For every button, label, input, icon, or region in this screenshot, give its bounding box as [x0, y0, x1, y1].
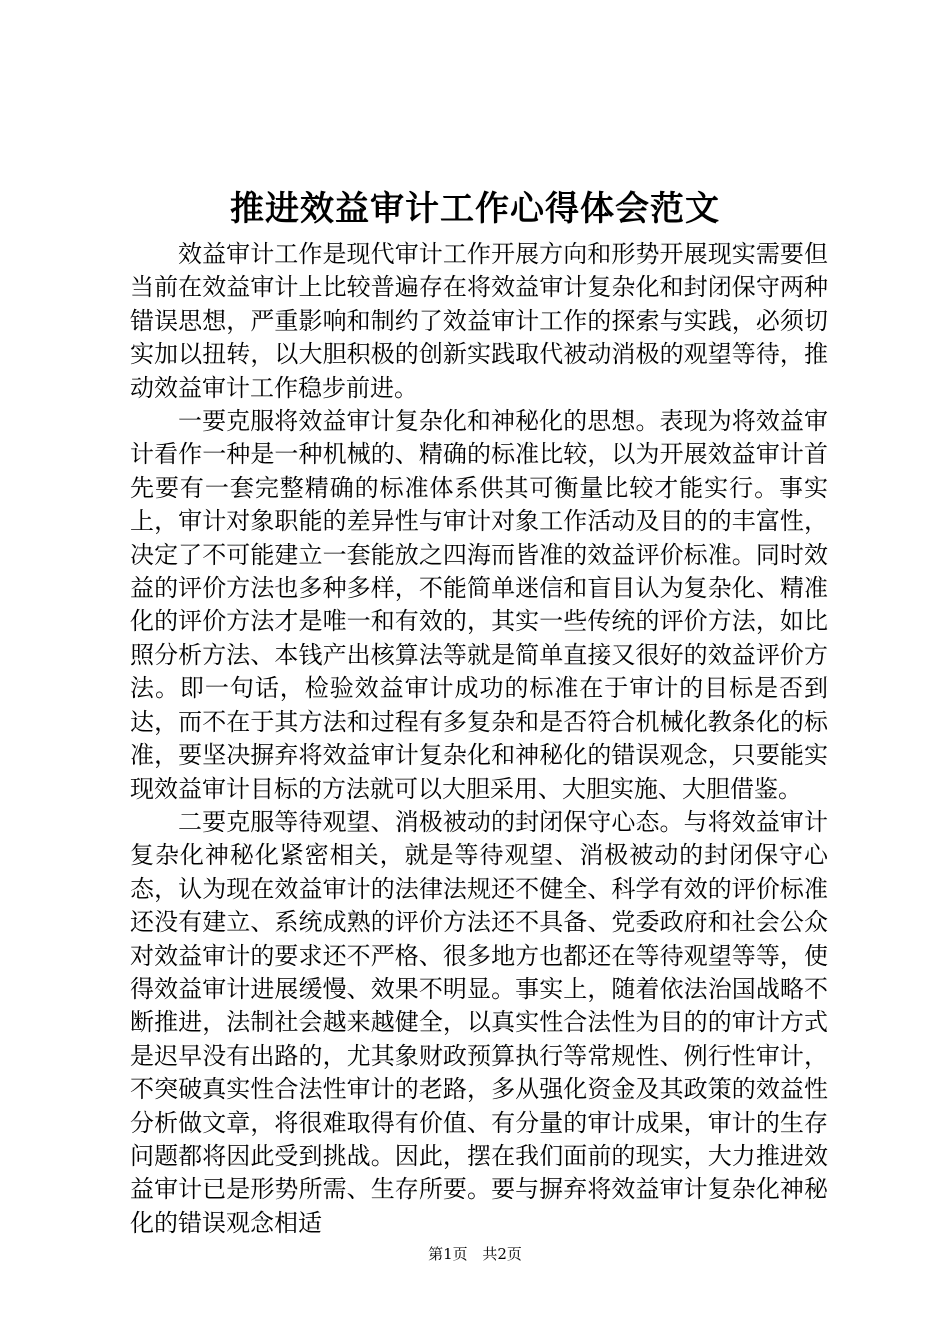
paragraph-point-two: 二要克服等待观望、消极被动的封闭保守心态。与将效益审计复杂化神秘化紧密相关，就是等待观望、消极被动的封闭保守心态，认为现在效益审计的法律法规还不健全、科学有效的评价标准还没有建立、系统成熟的评价方法还不具备、党委政府和社会公众对效益审计的要求还不严格、很多地方也都还在等待观望等等，使得效益审计进展缓慢、效果不明显。事实上，随着依法治国战略不断推进，法制社会越来越健全，以真实性合法性为目的的审计方式是迟早没有出路的，尤其象财政预算执行等常规性、例行性审计，不突破真实性合法性审计的老路，多从强化资金及其政策的效益性分析做文章，将很难取得有价值、有分量的审计成果，审计的生存问题都将因此受到挑战。因此，摆在我们面前的现实，大力推进效益审计已是形势所需、生存所要。要与摒弃将效益审计复杂化神秘化的错误观念相适 — [130, 807, 828, 1237]
document-title: 推进效益审计工作心得体会范文 — [230, 189, 720, 229]
paragraph-point-one: 一要克服将效益审计复杂化和神秘化的思想。表现为将效益审计看作一种是一种机械的、精确的标准比较，以为开展效益审计首先要有一套完整精确的标准体系供其可衡量比较才能实行。事实上，审计对象职能的差异性与审计对象工作活动及目的的丰富性，决定了不可能建立一套能放之四海而皆准的效益评价标准。同时效益的评价方法也多种多样，不能简单迷信和盲目认为复杂化、精准化的评价方法才是唯一和有效的，其实一些传统的评价方法，如比照分析方法、本钱产出核算法等就是简单直接又很好的效益评价方法。即一句话，检验效益审计成功的标准在于审计的目标是否到达，而不在于其方法和过程有多复杂和是否符合机械化教条化的标准，要坚决摒弃将效益审计复杂化和神秘化的错误观念，只要能实现效益审计目标的方法就可以大胆采用、大胆实施、大胆借鉴。 — [130, 407, 828, 803]
document-body — [130, 238, 828, 1240]
paragraph-intro: 效益审计工作是现代审计工作开展方向和形势开展现实需要但当前在效益审计上比较普遍存在将效益审计复杂化和封闭保守两种错误思想，严重影响和制约了效益审计工作的探索与实践，必须切实加以扭转，以大胆积极的创新实践取代被动消极的观望等待，推动效益审计工作稳步前进。 — [130, 240, 828, 402]
page-number-total: 共2页 — [482, 1245, 522, 1263]
page-number-current: 第1页 — [428, 1245, 468, 1263]
page-footer — [0, 1244, 950, 1264]
